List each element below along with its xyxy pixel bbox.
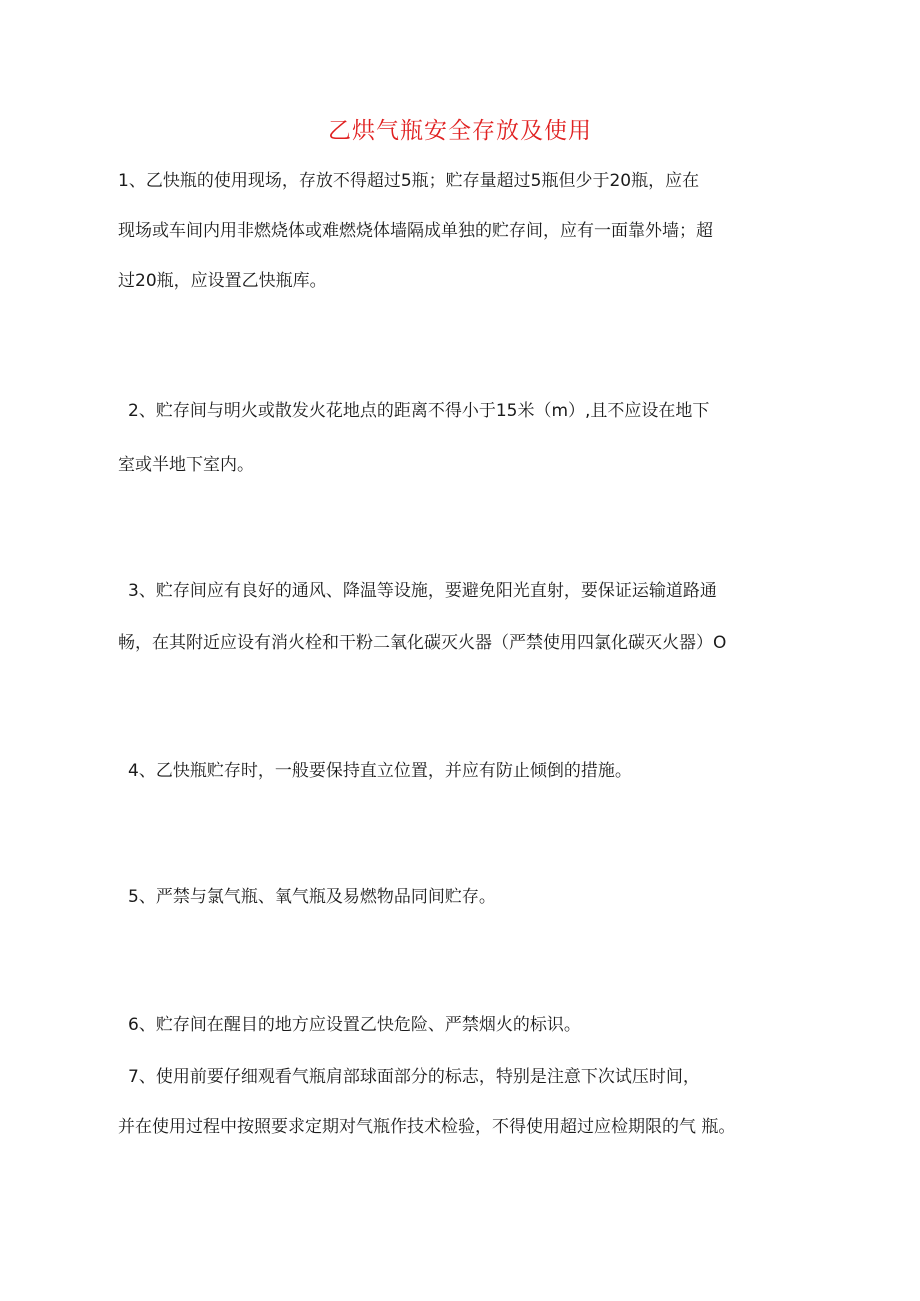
rule-7-line-2: 并在使用过程中按照要求定期对气瓶作技术检验，不得使用超过应检期限的气 瓶。 (118, 1117, 736, 1137)
rule-1-line-1: 1、乙快瓶的使用现场，存放不得超过5瓶；贮存量超过5瓶但少于20瓶，应在 (118, 171, 700, 191)
rule-7-line-1: 7、使用前要仔细观看气瓶肩部球面部分的标志，特别是注意下次试压时间， (128, 1067, 700, 1087)
rule-5-line: 5、严禁与氯气瓶、氧气瓶及易燃物品同间贮存。 (128, 887, 496, 907)
rule-3-line-1: 3、贮存间应有良好的通风、降温等设施，要避免阳光直射，要保证运输道路通 (128, 581, 717, 601)
document-title: 乙烘气瓶安全存放及使用 (328, 118, 592, 144)
rule-2-line-1: 2、贮存间与明火或散发火花地点的距离不得小于15米（m）,且不应设在地下 (128, 401, 710, 421)
rule-4-line: 4、乙快瓶贮存时，一般要保持直立位置，并应有防止倾倒的措施。 (128, 761, 632, 781)
rule-3-line-2: 畅，在其附近应设有消火栓和干粉二氧化碳灭火器（严禁使用四氯化碳灭火器）O (118, 633, 727, 653)
rule-1-line-2: 现场或车间内用非燃烧体或难燃烧体墙隔成单独的贮存间，应有一面靠外墙；超 (118, 221, 713, 241)
rule-6-line: 6、贮存间在醒目的地方应设置乙快危险、严禁烟火的标识。 (128, 1015, 581, 1035)
rule-2-line-2: 室或半地下室内。 (118, 455, 254, 475)
rule-1-line-3: 过20瓶，应设置乙快瓶库。 (118, 271, 327, 291)
